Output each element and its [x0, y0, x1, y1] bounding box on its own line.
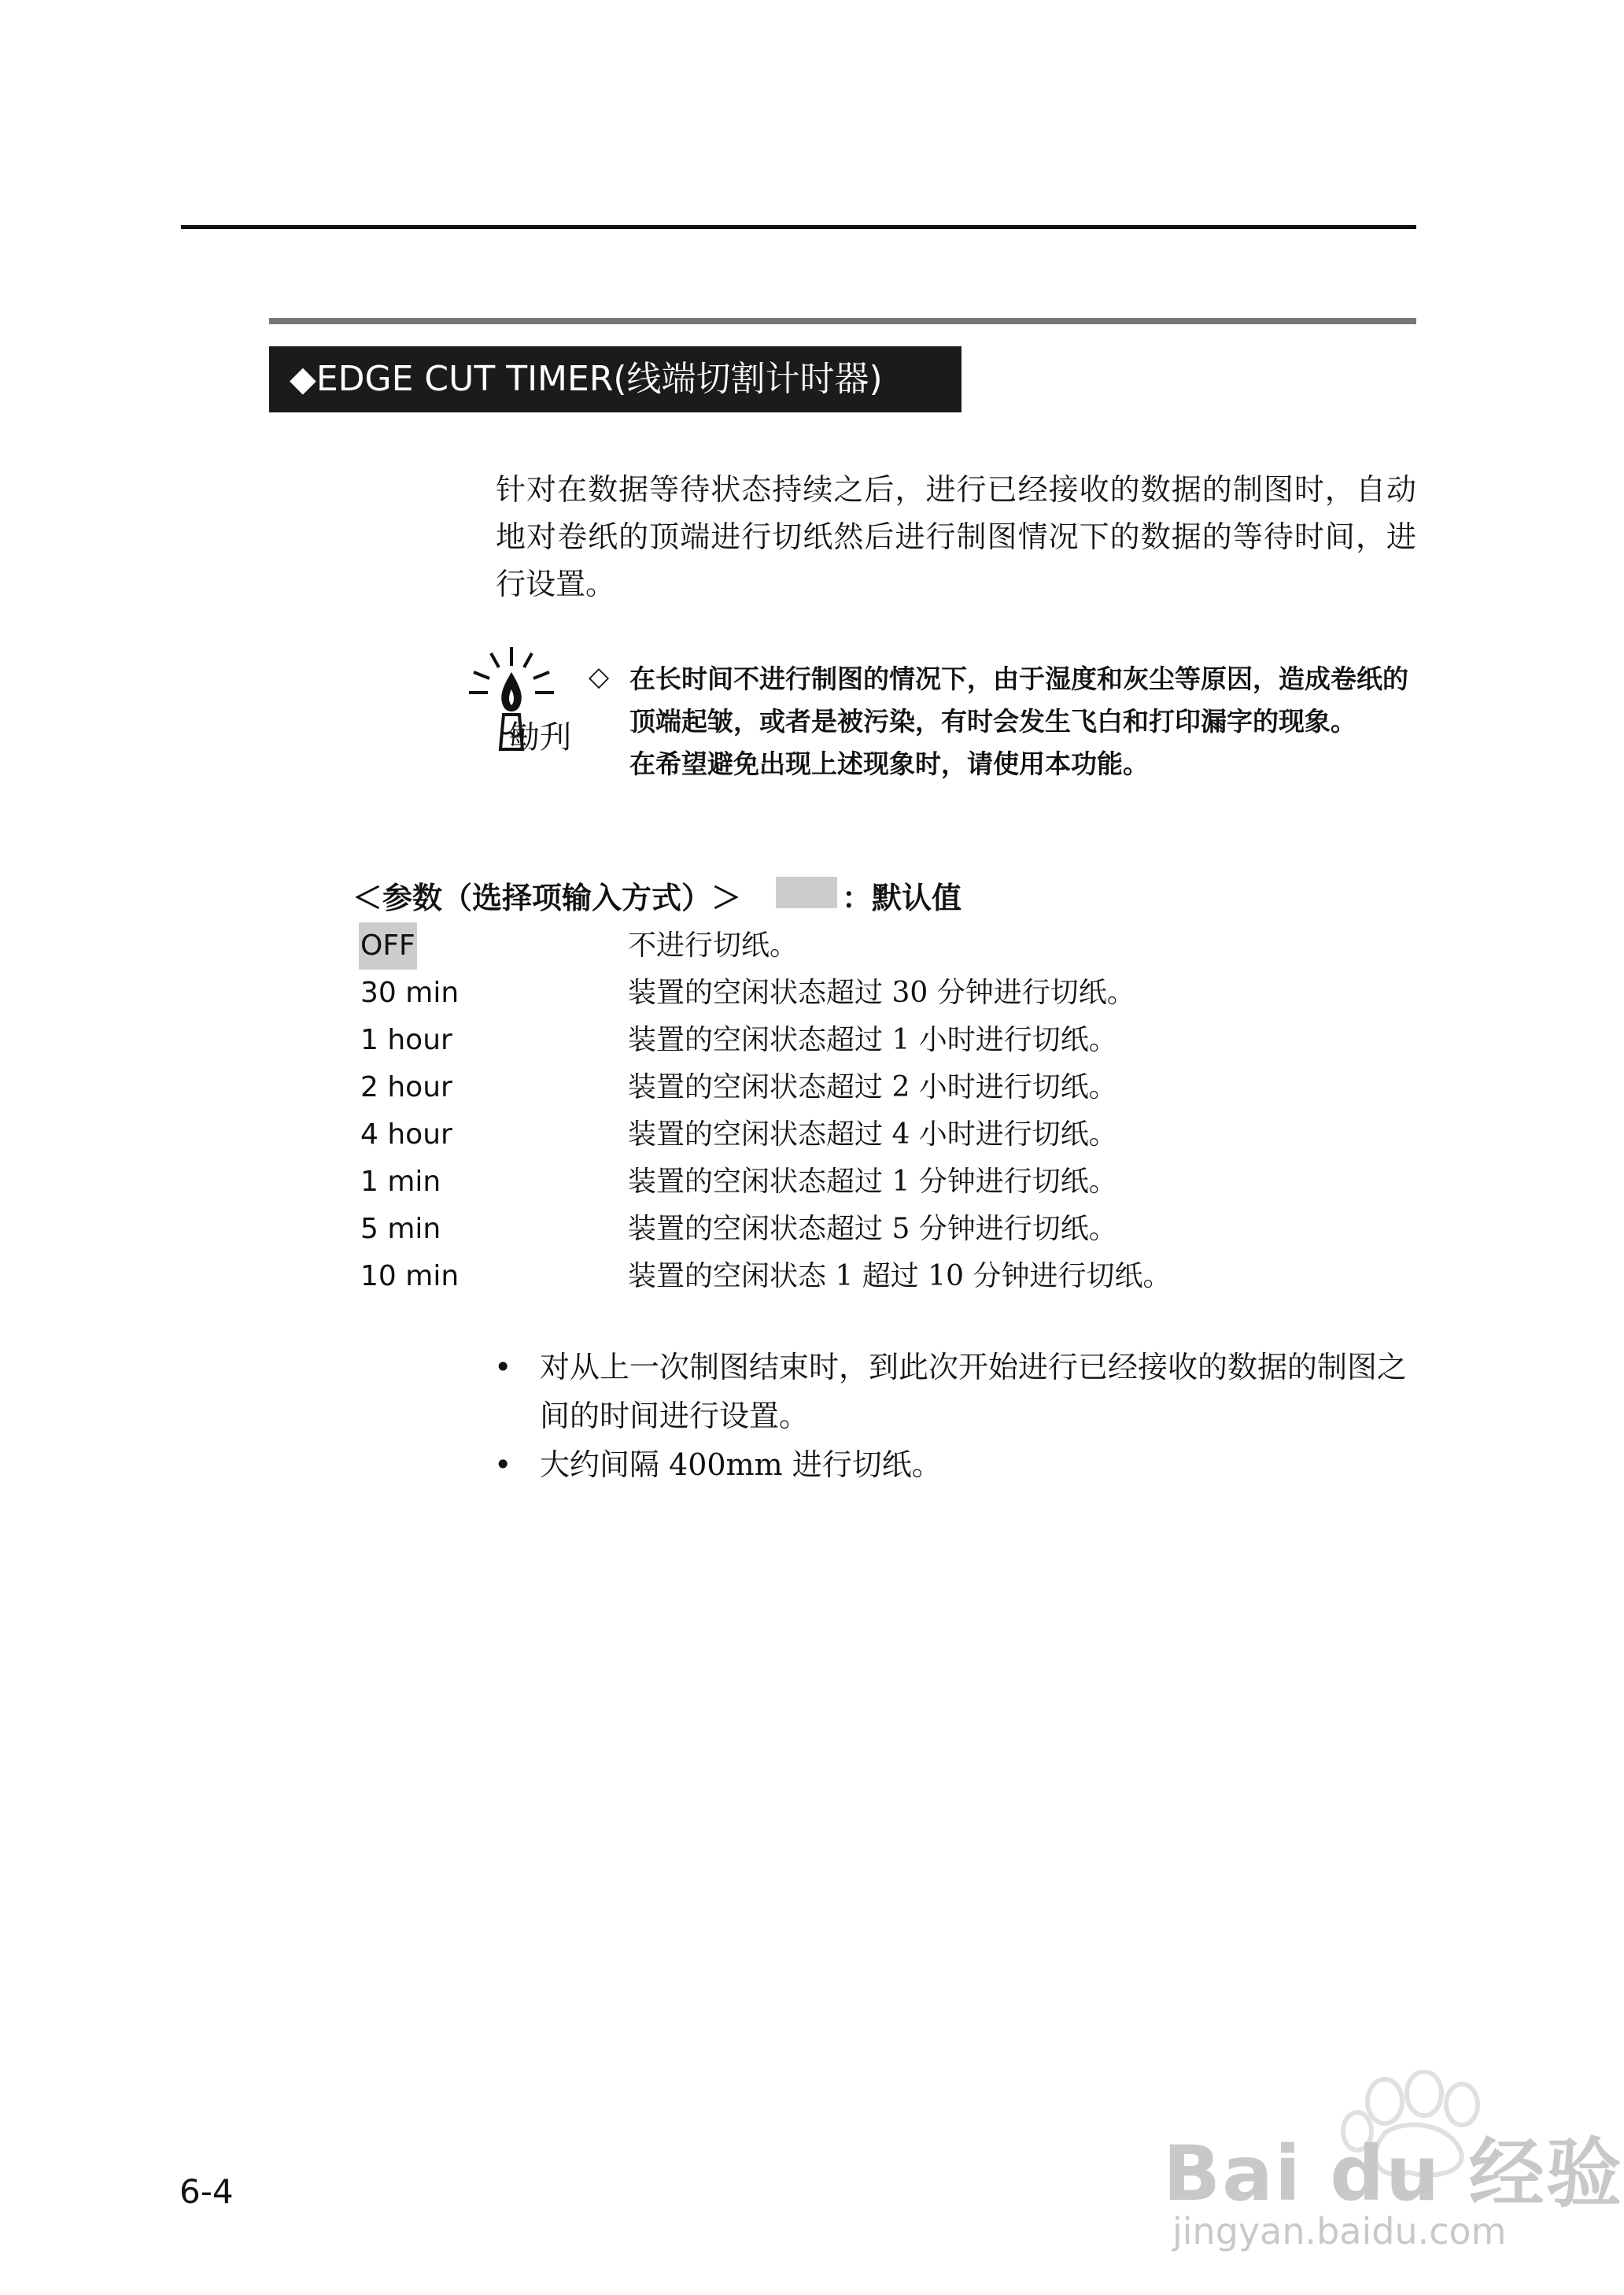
param-desc: 装置的空闲状态超过 2 小时进行切纸。: [628, 1071, 1117, 1103]
param-desc: 装置的空闲状态超过 30 分钟进行切纸。: [628, 977, 1135, 1009]
param-row: [359, 1064, 1416, 1111]
bullet-dot-icon: •: [494, 1350, 512, 1384]
note-line: 在希望避免出现上述现象时，请使用本功能。: [629, 748, 1149, 779]
bullet-text: 对从上一次制图结束时，到此次开始进行已经接收的数据的制图之间的时间进行设置。: [540, 1350, 1408, 1433]
page-number: 6-4: [179, 2172, 234, 2211]
watermark-url: jingyan.baidu.com: [1172, 2210, 1507, 2252]
param-option: 5 min: [360, 1213, 441, 1245]
note-label: 勄刋: [508, 719, 571, 756]
section-heading: [269, 346, 961, 412]
top-rule: [181, 225, 1416, 229]
bullet-dot-icon: •: [494, 1447, 512, 1482]
param-option: 2 hour: [360, 1071, 452, 1103]
note-line: 在长时间不进行制图的情况下，由于湿度和灰尘等原因，造成卷纸的顶端起皱，或者是被污染，有时会发生飞白和打印漏字的现象。: [629, 663, 1408, 737]
param-desc: 装置的空闲状态 1 超过 10 分钟进行切纸。: [628, 1260, 1172, 1292]
param-option: 1 hour: [360, 1024, 452, 1056]
note-diamond-icon: ◇: [589, 661, 610, 693]
bullet-list: [488, 1343, 1416, 1489]
section-rule: [269, 318, 1416, 324]
heading-subtitle: (线端切割计时器): [613, 359, 883, 399]
diamond-icon: ◆: [290, 359, 316, 399]
param-row: [359, 1159, 1416, 1206]
bullet-item: [488, 1440, 1416, 1489]
bullet-text: 大约间隔 400mm 进行切纸。: [540, 1447, 942, 1482]
intro-paragraph: 针对在数据等待状态持续之后，进行已经接收的数据的制图时，自动地对卷纸的顶端进行切纸然后进行制图情况下的数据的等待时间，进行设置。: [496, 472, 1416, 601]
params-header: ＜参数（选择项输入方式）＞: [352, 881, 742, 915]
note-text: [629, 658, 1416, 785]
param-desc: 不进行切纸。: [628, 929, 799, 962]
param-desc: 装置的空闲状态超过 5 分钟进行切纸。: [628, 1213, 1117, 1245]
default-swatch: [776, 877, 837, 908]
param-desc: 装置的空闲状态超过 4 小时进行切纸。: [628, 1118, 1117, 1151]
watermark-brand: Bai du 经验: [1163, 2130, 1623, 2218]
param-row: [359, 922, 1416, 970]
param-row: [359, 1017, 1416, 1064]
param-option: 1 min: [360, 1166, 441, 1198]
param-option: OFF: [359, 922, 417, 970]
default-label: ：默认值: [842, 881, 962, 915]
param-row: [359, 1253, 1416, 1300]
bullet-item: [488, 1343, 1416, 1440]
heading-title: EDGE CUT TIMER: [316, 359, 614, 399]
param-desc: 装置的空闲状态超过 1 分钟进行切纸。: [628, 1166, 1117, 1198]
param-row: [359, 970, 1416, 1017]
param-option: 30 min: [360, 977, 460, 1009]
param-row: [359, 1206, 1416, 1253]
param-option: 10 min: [360, 1260, 460, 1292]
param-option: 4 hour: [360, 1118, 452, 1151]
param-row: [359, 1111, 1416, 1159]
param-desc: 装置的空闲状态超过 1 小时进行切纸。: [628, 1024, 1117, 1056]
